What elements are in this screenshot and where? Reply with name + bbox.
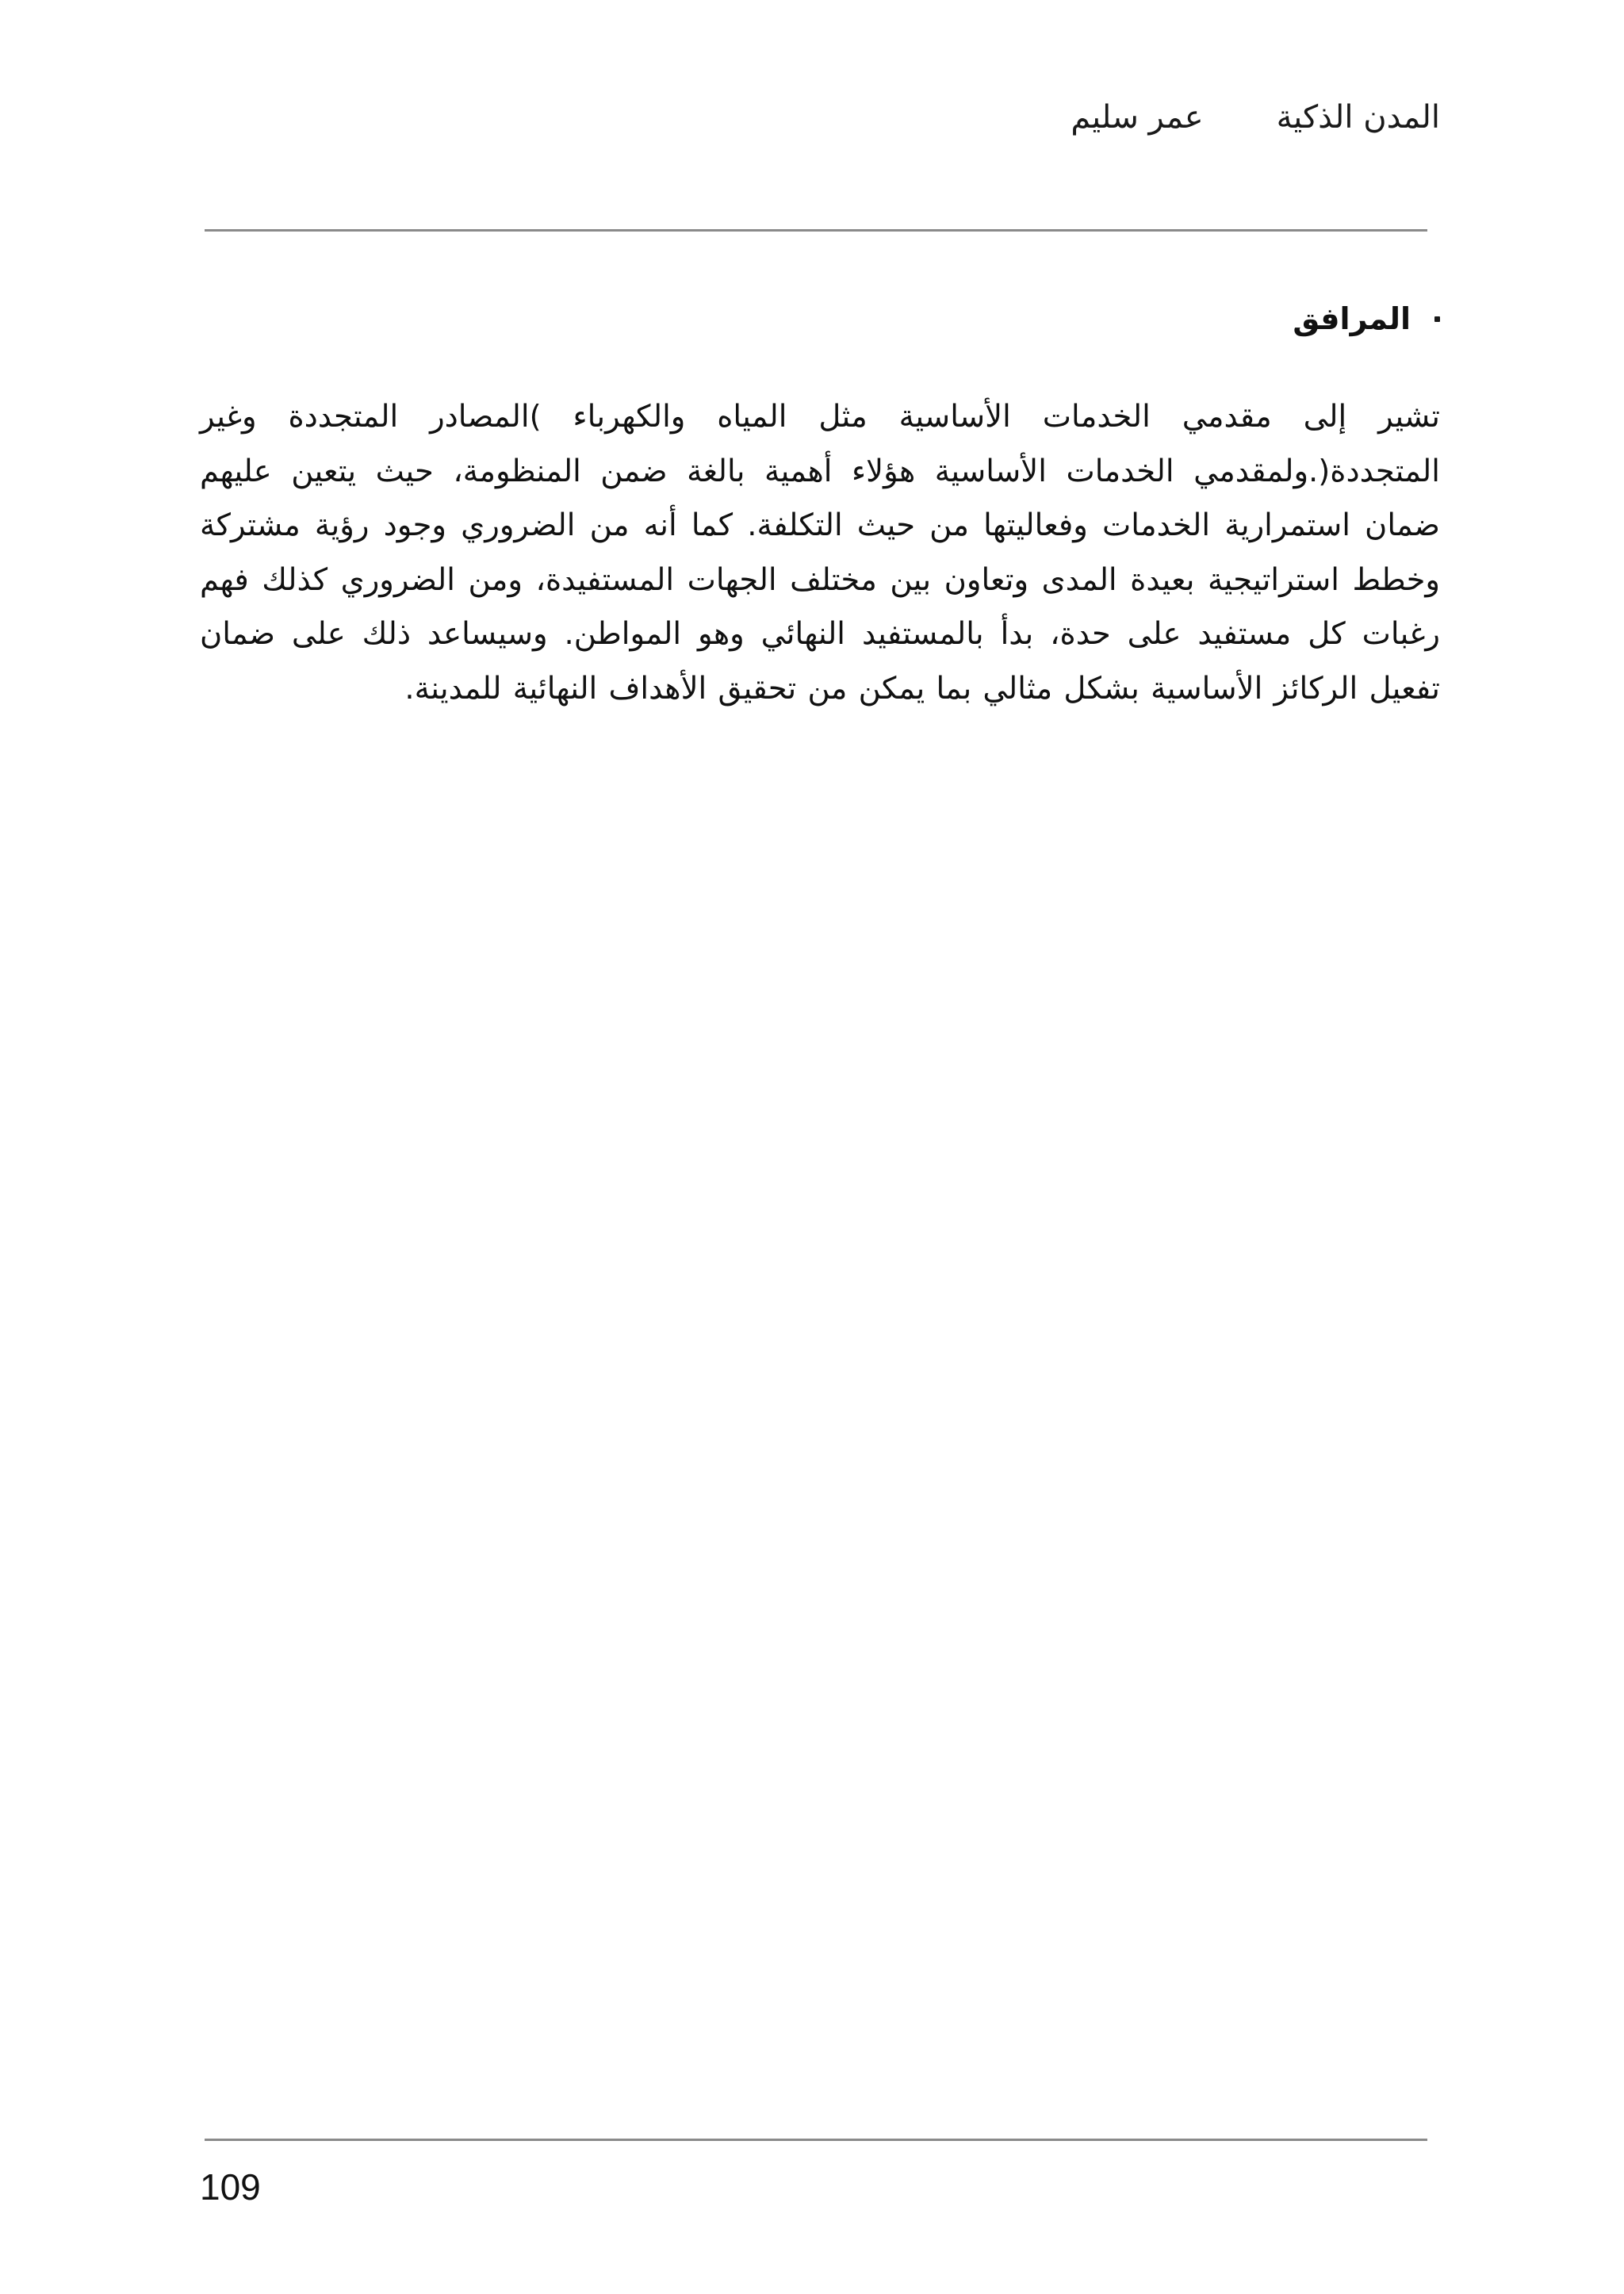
header-author: عمر سليم <box>1071 99 1204 136</box>
header-book-title: المدن الذكية <box>1276 99 1440 136</box>
page-number: 109 <box>200 2166 261 2208</box>
footer-divider <box>205 2139 1427 2141</box>
body-paragraph: تشير إلى مقدمي الخدمات الأساسية مثل المياه والكهرباء )المصادر المتجددة وغير المتجددة(.ولمقدمي الخدمات الأساسية هؤلاء أهمية بالغة ضمن المنظومة، حيث يتعين عليهم ضمان استمرارية الخدمات وفعاليتها من حيث التكلفة. كما أنه من الضروري وجود رؤية مشتركة وخطط استراتيجية بعيدة المدى وتعاون بين مختلف الجهات المستفيدة، ومن الضروري كذلك فهم رغبات كل مستفيد على حدة، بدأ بالمستفيد النهائي وهو المواطن. وسيساعد ذلك على ضمان تفعيل الركائز الأساسية بشكل مثالي بما يمكن من تحقيق الأهداف النهائية للمدينة. <box>200 399 1440 707</box>
running-header <box>1071 94 1440 141</box>
section-heading-text: المرافق <box>1293 301 1411 336</box>
bullet-icon <box>1434 316 1440 322</box>
header-divider <box>205 229 1427 232</box>
section-heading <box>1293 295 1440 343</box>
